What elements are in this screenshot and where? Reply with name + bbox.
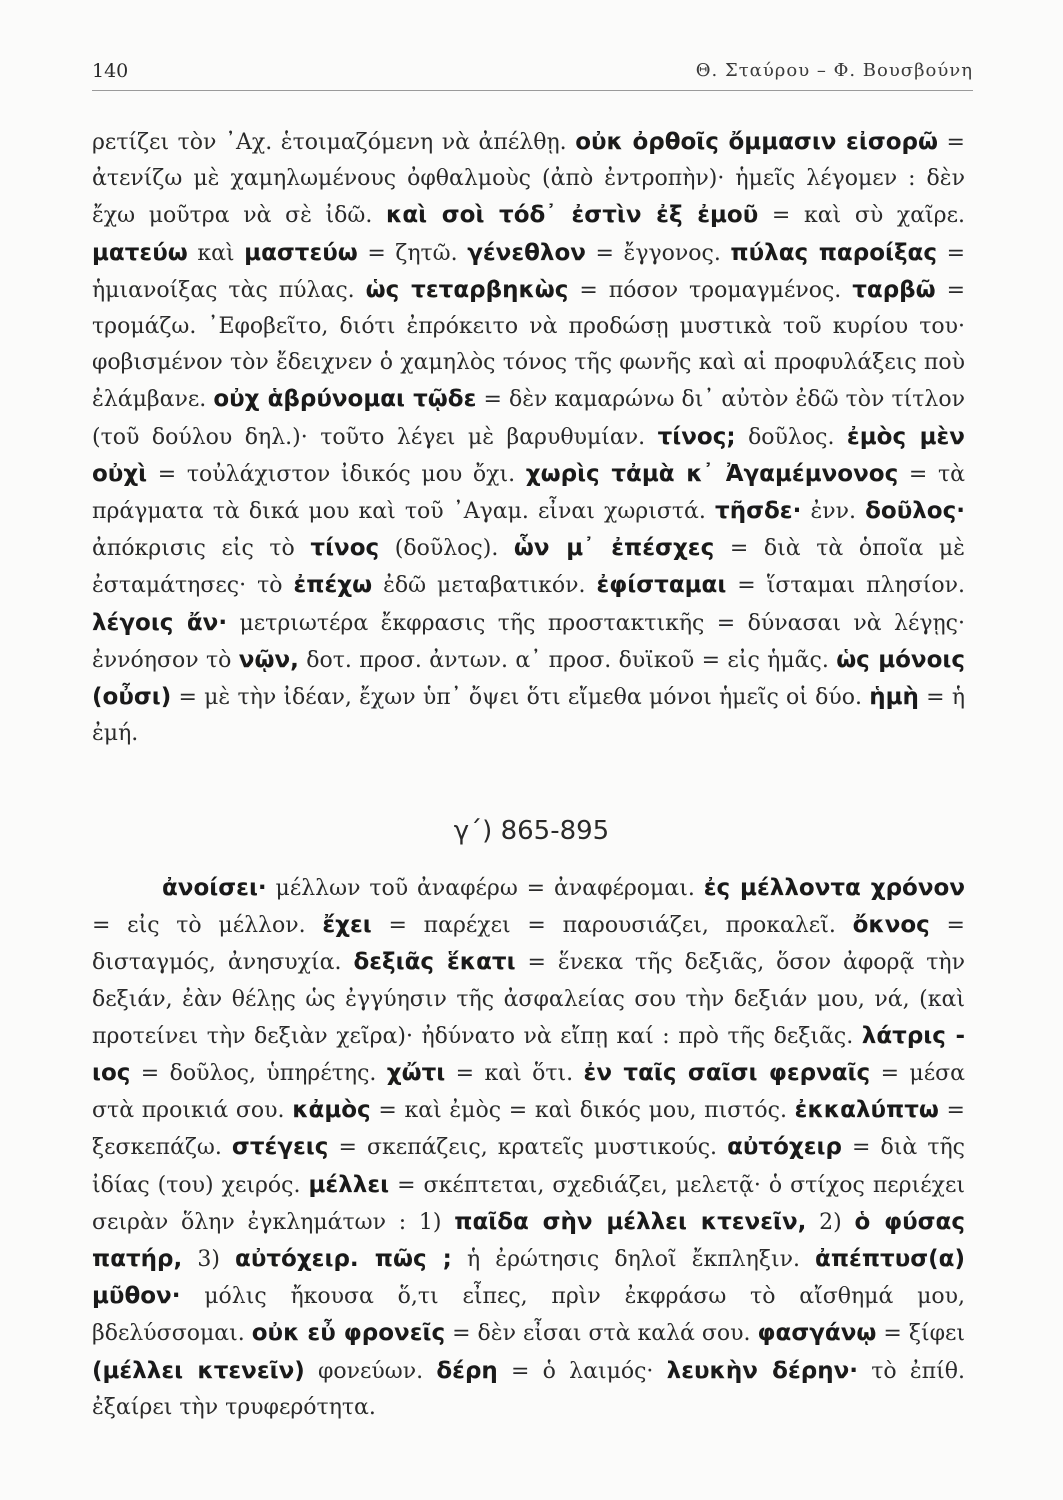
gloss-text: ρετίζει τὸν ᾿Αχ. ἑτοιμαζόμενη νὰ ἀπέλθῃ. [92,130,576,155]
gloss-text: = σκεπάζεις, κρατεῖς μυστικούς. [328,1135,728,1161]
lemma-term: μαστεύω [244,239,358,266]
commentary-block-1 [92,124,965,752]
lemma-term: ἀπέπτυσ(α) μῦθον· [92,1246,965,1310]
lemma-term: ἐπέχω [293,572,373,599]
lemma-term: παῖδα σὴν μέλλει κτενεῖν, [454,1208,807,1235]
lemma-term: ὡς τεταρβηκὼς [365,276,569,303]
gloss-text: = τρομάζω. ᾿Εφοβεῖτο, διότι ἐπρόκειτο νὰ προδώσῃ μυστικὰ τοῦ κυρίου του· φοβισμένον τὸν ἔδειχνεν ὁ χαμηλὸς τόνος τῆς φωνῆς καὶ αἱ προφυλάξεις ποὺ ἐλάμβανε. [92,277,966,413]
gloss-text: = ὁ λαιμός· [497,1358,667,1384]
gloss-text: 2) [806,1209,855,1235]
lemma-term: ἐμὸς μὲν οὐχὶ [92,423,965,487]
gloss-text: = δισταγμός, ἀνησυχία. [92,913,965,976]
lemma-term: ἐκκαλύπτω [794,1097,939,1124]
lemma-term: χὤτι [386,1060,446,1087]
gloss-text: = ἵσταμαι πλησίον. [726,573,965,599]
lemma-term: οὐχ ἁβρύνομαι τῷδε [213,386,477,413]
gloss-text: = καὶ ὅτι. [445,1061,584,1087]
lemma-term: πύλας παροίξας [730,239,937,266]
gloss-text: δοτ. προσ. ἀντων. α᾿ προσ. δυϊκοῦ = εἰς ἡμᾶς. [298,647,837,673]
lemma-term: στέγεις [231,1134,329,1161]
gloss-text: = ἕνεκα τῆς δεξιᾶς, ὅσον ἀφορᾷ τὴν δεξιάν, ἐὰν θέλῃς ὡς ἐγγύησιν τῆς ἀσφαλείας σου τὴν δεξιάν μου, νά, (καὶ προτείνει τὴν δεξιὰν χεῖρα)· ἠδύνατο νὰ εἴπῃ καί : πρὸ τῆς δεξιᾶς. [92,950,965,1049]
commentary-block-2 [92,870,965,1426]
gloss-text: = παρέχει = παρουσιάζει, προκαλεῖ. [371,913,853,939]
gloss-text: φονεύων. [304,1358,437,1384]
gloss-text: δοῦλος. [735,424,847,450]
lemma-term: φασγάνῳ [757,1320,877,1347]
gloss-text: = ξεσκεπάζω. [92,1098,965,1161]
lemma-term: ταρβῶ [852,276,936,303]
gloss-text: = ἡ ἐμή. [92,685,965,747]
lemma-term: τίνος [310,535,380,562]
lemma-term: καὶ σοὶ τόδ᾿ ἐστὶν ἐξ ἐμοῦ [385,202,759,229]
lemma-term: ἔχει [322,912,372,939]
lemma-term: ὄκνος [852,912,930,939]
lemma-term: ὡς μόνοις (οὖσι) [92,646,965,711]
gloss-text: = δοῦλος, ὑπηρέτης. [130,1061,387,1087]
gloss-text: = πόσον τρομαγμένος. [568,277,853,303]
gloss-text: μόλις ἤκουσα ὅ,τι εἶπες, πρὶν ἐκφράσω τὸ αἴσθημά μου, βδελύσσομαι. [92,1284,965,1347]
gloss-text: καὶ [187,240,245,266]
lemma-term: ματεύω [92,239,188,266]
lemma-term: δεξιᾶς ἕκατι [353,949,516,976]
gloss-text: = τὰ πράγματα τὰ δικά μου καὶ τοῦ ᾿Αγαμ. εἶναι χωριστά. [92,461,965,525]
gloss-text: = δὲν εἶσαι στὰ καλά σου. [445,1321,758,1347]
lemma-term: οὐκ εὖ φρονεῖς [251,1320,446,1347]
running-title: Θ. Σταύρου – Φ. Βουσβούνη [695,60,973,81]
gloss-text: = σκέπτεται, σχεδιάζει, μελετᾷ· ὁ στίχος περιέχει σειρὰν ὅλην ἐγκλημάτων : 1) [92,1172,965,1235]
lemma-term: λευκὴν δέρην· [666,1357,859,1384]
lemma-term: ἐν ταῖς σαῖσι φερναῖς [583,1060,871,1087]
lemma-term: ἡμὴ [869,684,919,711]
lemma-term: νῷν, [238,646,299,673]
gloss-text: = ἡμιανοίξας τὰς πύλας. [92,240,966,303]
lemma-term: κἀμὸς [292,1097,371,1124]
gloss-text: μετριωτέρα ἔκφρασις τῆς προστακτικῆς = δύνασαι νὰ λέγῃς· ἐννόησον τὸ [92,610,965,673]
lemma-term: ὁ φύσας πατήρ, [92,1208,965,1273]
lemma-term: αὐτόχειρ. πῶς ; [235,1246,452,1273]
gloss-text: = ἔγγονος. [585,240,731,266]
lemma-term: ἐφίσταμαι [596,572,727,599]
gloss-text: = ζητῶ. [357,240,468,266]
lemma-term: ἐς μέλλοντα χρόνον [703,875,965,901]
lemma-term: μέλλει [308,1171,390,1198]
gloss-text: = δὲν καμαρώνω δι᾿ αὐτὸν ἐδῶ τὸν τίτλον (τοῦ δούλου δηλ.)· τοῦτο λέγει μὲ βαρυθυμίαν. [92,387,965,450]
gloss-text: μέλλων τοῦ ἀναφέρω = ἀναφέρομαι. [266,876,704,901]
gloss-text: = μέσα στὰ προικιά σου. [92,1061,965,1124]
gloss-text: ἐδῶ μεταβατικόν. [372,573,597,599]
gloss-text: = ἀτενίζω μὲ χαμηλωμένους ὀφθαλμοὺς (ἀπὸ ἐντροπὴν)· ἡμεῖς λέγομεν : δὲν ἔχω μοῦτρα νὰ σὲ ἰδῶ. [92,130,965,229]
gloss-text: = διὰ τῆς ἰδίας (του) χειρός. [92,1135,965,1198]
lemma-term: ὧν μ᾿ ἐπέσχες [513,535,715,562]
lemma-term: ἀνοίσει· [162,875,267,901]
gloss-text: ἀπόκρισις εἰς τὸ [92,536,311,562]
gloss-text: = μὲ τὴν ἰδέαν, ἔχων ὑπ᾿ ὄψει ὅτι εἴμεθα μόνοι ἡμεῖς οἱ δύο. [171,685,870,711]
page-header [92,48,973,91]
lemma-term: χωρὶς τἀμὰ κ᾿ Ἀγαμέμνονος [525,460,899,487]
gloss-text: = καὶ σὺ χαῖρε. [758,203,965,229]
lemma-term: τῆσδε· [715,498,802,525]
lemma-term: (μέλλει κτενεῖν) [92,1357,305,1384]
lemma-term: λέγοις ἄν· [92,609,228,636]
lemma-term: γένεθλον [467,239,586,266]
lemma-term: οὐκ ὀρθοῖς ὄμμασιν εἰσορῶ [575,129,938,155]
lemma-term: δοῦλος· [865,498,965,525]
gloss-text: ἐνν. [801,499,866,525]
gloss-text: τὸ ἐπίθ. ἐξαίρει τὴν τρυφερότητα. [92,1358,966,1420]
gloss-text: (δοῦλος). [379,536,514,562]
gloss-text: = τοὐλάχιστον ἰδικός μου ὄχι. [147,461,526,487]
lemma-term: δέρη [436,1357,498,1384]
gloss-text: 3) [182,1247,236,1273]
section-heading: γ´) 865-895 [453,816,610,846]
lemma-term: τίνος; [657,423,736,450]
gloss-text: ἡ ἐρώτησις δηλοῖ ἔκπληξιν. [451,1247,816,1273]
page-number: 140 [92,60,129,82]
gloss-text: = διὰ τὰ ὁποῖα μὲ ἐσταμάτησες· τὸ [92,536,965,599]
gloss-text: = ξίφει [876,1321,965,1347]
gloss-text: = καὶ ἐμὸς = καὶ δικός μου, πιστός. [370,1098,795,1124]
lemma-term: λάτρις - ιος [92,1022,966,1087]
lemma-term: αὐτόχειρ [727,1134,842,1161]
gloss-text: = εἰς τὸ μέλλον. [92,913,323,939]
